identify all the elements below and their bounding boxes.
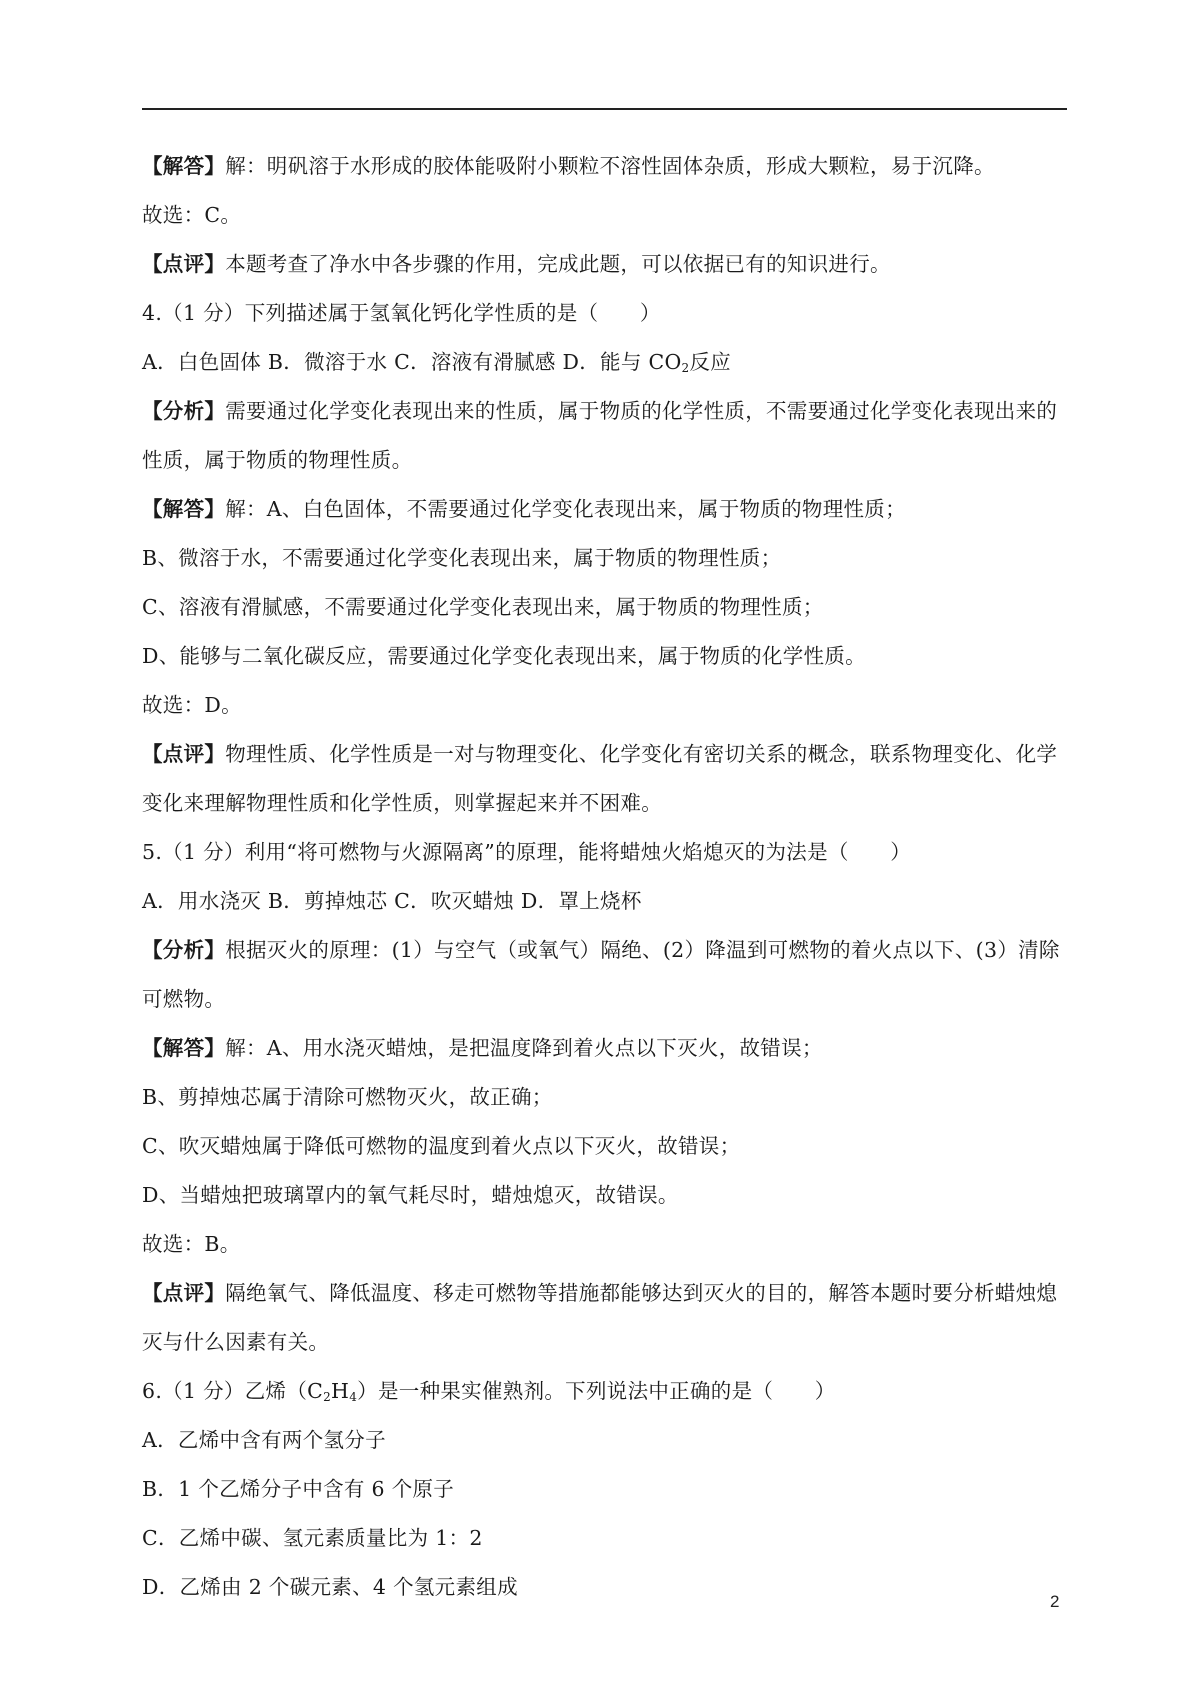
- header-rule: [142, 108, 1067, 110]
- comment-text: 物理性质、化学性质是一对与物理变化、化学变化有密切关系的概念，联系物理变化、化学变化来理解物理性质和化学性质，则掌握起来并不困难。: [142, 742, 1058, 815]
- q5-question: 5.（1 分）利用“将可燃物与火源隔离”的原理，能将蜡烛火焰熄灭的为法是（ ）: [142, 840, 912, 864]
- q4-options: [142, 338, 1067, 387]
- q6-question: [142, 1367, 1067, 1416]
- q4-question: 4.（1 分）下列描述属于氢氧化钙化学性质的是（ ）: [142, 301, 661, 325]
- q4-options-text: A．白色固体 B．微溶于水 C．溶液有滑腻感 D．能与 CO: [142, 350, 682, 374]
- answer-text: 解：A、白色固体，不需要通过化学变化表现出来，属于物质的物理性质；: [225, 497, 906, 521]
- comment-text: 本题考查了净水中各步骤的作用，完成此题，可以依据已有的知识进行。: [225, 252, 891, 276]
- q5-choice: 故选：B。: [142, 1232, 241, 1256]
- analysis-text: 需要通过化学变化表现出来的性质，属于物质的化学性质，不需要通过化学变化表现出来的性质，属于物质的物理性质。: [142, 399, 1058, 472]
- q6-option-d: D．乙烯由 2 个碳元素、4 个氢元素组成: [142, 1575, 518, 1599]
- q5-answer: [142, 1024, 1067, 1073]
- q4-choice: 故选：D。: [142, 693, 242, 717]
- q4-options-tail: 反应: [689, 350, 732, 374]
- q6-option-c: C．乙烯中碳、氢元素质量比为 1：2: [142, 1526, 483, 1550]
- answer-tag: 【解答】: [142, 154, 226, 178]
- document-body: [142, 142, 1067, 1612]
- answer-text: 解：明矾溶于水形成的胶体能吸附小颗粒不溶性固体杂质，形成大颗粒，易于沉降。: [225, 154, 995, 178]
- q4-comment: [142, 730, 1067, 828]
- q6-option-a: A．乙烯中含有两个氢分子: [142, 1428, 386, 1452]
- analysis-text: 根据灭火的原理：(1）与空气（或氧气）隔绝、(2）降温到可燃物的着火点以下、(3）清除可燃物。: [142, 938, 1060, 1011]
- page-number: 2: [1050, 1592, 1060, 1611]
- comment-tag: 【点评】: [142, 252, 226, 276]
- q5-options: A．用水浇灭 B．剪掉烛芯 C．吹灭蜡烛 D．罩上烧杯: [142, 889, 642, 913]
- answer-tag: 【解答】: [142, 1036, 226, 1060]
- q6-question-pre: 6.（1 分）乙烯（C: [142, 1379, 324, 1403]
- analysis-tag: 【分析】: [142, 938, 226, 962]
- q6-subscript-h: 4: [349, 1390, 358, 1404]
- answer-tag: 【解答】: [142, 497, 226, 521]
- analysis-tag: 【分析】: [142, 399, 226, 423]
- q5-answer-b: B、剪掉烛芯属于清除可燃物灭火，故正确；: [142, 1085, 553, 1109]
- q4-answer-c: C、溶液有滑腻感，不需要通过化学变化表现出来，属于物质的物理性质；: [142, 595, 824, 619]
- q5-analysis: [142, 926, 1067, 1024]
- q5-comment: [142, 1269, 1067, 1367]
- q4-answer-d: D、能够与二氧化碳反应，需要通过化学变化表现出来，属于物质的化学性质。: [142, 644, 866, 668]
- q4-subscript: 2: [681, 361, 690, 375]
- q6-question-mid: H: [331, 1379, 350, 1403]
- comment-tag: 【点评】: [142, 742, 226, 766]
- q6-subscript-c: 2: [323, 1390, 332, 1404]
- comment-text: 隔绝氧气、降低温度、移走可燃物等措施都能够达到灭火的目的，解答本题时要分析蜡烛熄灭与什么因素有关。: [142, 1281, 1058, 1354]
- answer-text: 解：A、用水浇灭蜡烛，是把温度降到着火点以下灭火，故错误；: [225, 1036, 823, 1060]
- comment-tag: 【点评】: [142, 1281, 226, 1305]
- q5-answer-c: C、吹灭蜡烛属于降低可燃物的温度到着火点以下灭火，故错误；: [142, 1134, 741, 1158]
- q3-comment: [142, 240, 1067, 289]
- q3-choice: 故选：C。: [142, 203, 242, 227]
- q4-answer: [142, 485, 1067, 534]
- q6-question-post: ）是一种果实催熟剂。下列说法中正确的是（ ）: [357, 1379, 836, 1403]
- q6-option-b: B．1 个乙烯分子中含有 6 个原子: [142, 1477, 455, 1501]
- q5-answer-d: D、当蜡烛把玻璃罩内的氧气耗尽时，蜡烛熄灭，故错误。: [142, 1183, 679, 1207]
- q4-analysis: [142, 387, 1067, 485]
- q4-answer-b: B、微溶于水，不需要通过化学变化表现出来，属于物质的物理性质；: [142, 546, 782, 570]
- q3-answer: [142, 142, 1067, 191]
